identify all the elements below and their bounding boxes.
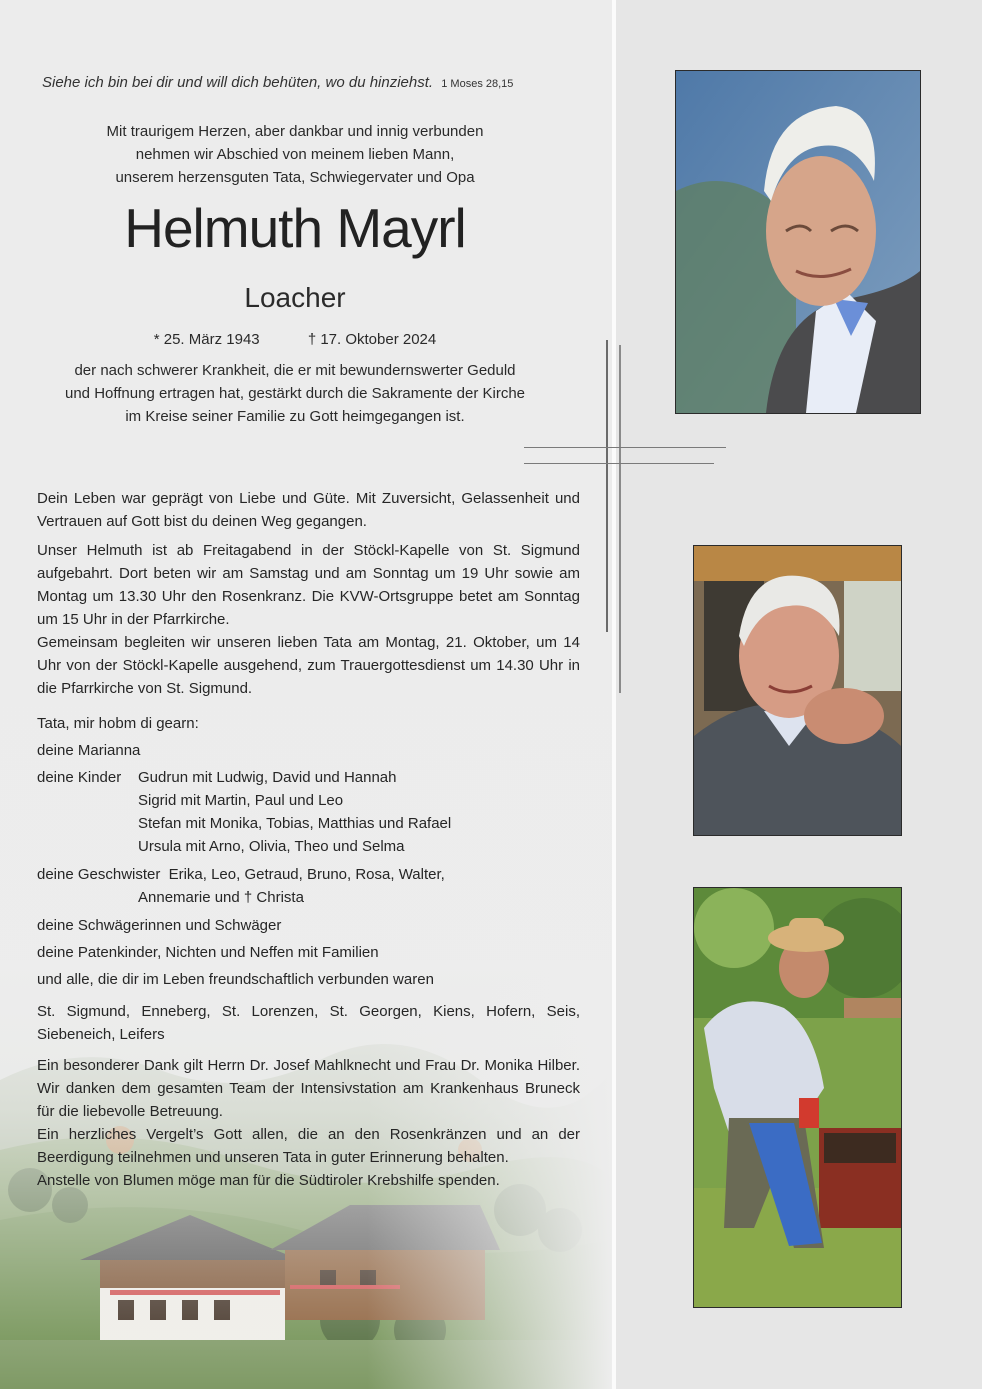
deceased-nickname: Loacher bbox=[244, 282, 346, 313]
intro-line: Mit traurigem Herzen, aber dankbar und innig verbunden bbox=[106, 123, 484, 140]
life-dates bbox=[40, 331, 550, 348]
family-children bbox=[37, 766, 580, 858]
death-date: † 17. Oktober 2024 bbox=[307, 331, 437, 348]
child-line: Ursula mit Arno, Olivia, Theo und Selma bbox=[138, 838, 405, 855]
cross-icon-horizontal-2 bbox=[524, 463, 714, 464]
life-paragraph: Dein Leben war geprägt von Liebe und Güte. Mit Zuversicht, Gelassenheit und Vertrauen auf Gott bist du deinen Weg gegangen. bbox=[37, 490, 580, 530]
intro-line: unserem herzensguten Tata, Schwiegervater und Opa bbox=[115, 169, 475, 186]
family-greeting: Tata, mir hobm di gearn: bbox=[37, 715, 199, 732]
announcement-line: der nach schwerer Krankheit, die er mit bewundernswerter Geduld bbox=[74, 362, 516, 379]
wake-paragraph: Unser Helmuth ist ab Freitagabend in der Stöckl-Kapelle von St. Sigmund aufgebahrt. Dort beten wir am Samstag und am Sonntag um 19 Uhr sowie am Montag um 13.30 Uhr den Rosenkranz. Die KVW-Ortsgruppe betet am Sonntag um 15 Uhr in der Pfarrkirche. bbox=[37, 542, 580, 628]
gardening-photo bbox=[693, 887, 902, 1308]
thanks-doctors: Ein besonderer Dank gilt Herrn Dr. Josef Mahlknecht und Frau Dr. Monika Hilber. Wir danken dem gesamten Team der Intensivstation am Krankenhaus Bruneck für die liebevolle Betreuung. bbox=[37, 1057, 580, 1120]
villages: St. Sigmund, Enneberg, St. Lorenzen, St. Georgen, Kiens, Hofern, Seis, Siebeneich, Leifers bbox=[37, 1003, 580, 1043]
intro-text bbox=[40, 120, 550, 189]
cross-icon-horizontal-1 bbox=[524, 447, 726, 448]
siblings-label: deine Geschwister bbox=[37, 866, 161, 883]
announcement-line: im Kreise seiner Familie zu Gott heimgegangen ist. bbox=[125, 408, 465, 425]
siblings-line: Annemarie und † Christa bbox=[138, 889, 304, 906]
cross-icon-vertical-1 bbox=[606, 340, 608, 632]
verse-reference: 1 Moses 28,15 bbox=[441, 78, 514, 90]
donation-request: Anstelle von Blumen möge man für die Südtiroler Krebshilfe spenden. bbox=[37, 1172, 500, 1189]
family-wife: deine Marianna bbox=[37, 742, 141, 759]
child-line: Sigrid mit Martin, Paul und Leo bbox=[138, 792, 344, 809]
family-siblings bbox=[37, 863, 580, 909]
child-line: Gudrun mit Ludwig, David und Hannah bbox=[138, 769, 397, 786]
portrait-photo bbox=[675, 70, 921, 414]
smiling-man-photo bbox=[693, 545, 902, 836]
thanks-section bbox=[37, 1054, 580, 1192]
children-label: deine Kinder bbox=[37, 769, 122, 786]
intro-line: nehmen wir Abschied von meinem lieben Mann, bbox=[135, 146, 455, 163]
verse-text: Siehe ich bin bei dir und will dich behüten, wo du hinziehst. bbox=[42, 74, 434, 91]
bible-verse bbox=[42, 74, 582, 91]
child-line: Stefan mit Monika, Tobias, Matthias und Rafael bbox=[138, 815, 452, 832]
announcement-line: und Hoffnung ertragen hat, gestärkt durch die Sakramente der Kirche bbox=[65, 385, 525, 402]
deceased-name: Helmuth Mayrl bbox=[124, 197, 466, 259]
death-announcement bbox=[30, 359, 560, 428]
siblings-line: Erika, Leo, Getraud, Bruno, Rosa, Walter, bbox=[168, 866, 445, 883]
family-inlaws: deine Schwägerinnen und Schwäger bbox=[37, 917, 282, 934]
birth-date: * 25. März 1943 bbox=[153, 331, 260, 348]
family-friends: und alle, die dir im Leben freundschaftlich verbunden waren bbox=[37, 971, 434, 988]
cross-icon-vertical-2 bbox=[619, 345, 621, 693]
service-paragraph: Gemeinsam begleiten wir unseren lieben Tata am Montag, 21. Oktober, um 14 Uhr von der Stöckl-Kapelle ausgehend, zum Trauergottesdienst um 14.30 Uhr in die Pfarrkirche von St. Sigmund. bbox=[37, 634, 580, 697]
family-godchildren: deine Patenkinder, Nichten und Neffen mit Familien bbox=[37, 944, 379, 961]
thanks-all: Ein herzliches Vergelt’s Gott allen, die an den Rosenkränzen und an der Beerdigung teilnehmen und unseren Tata in guter Erinnerung behalten. bbox=[37, 1126, 580, 1166]
funeral-details bbox=[37, 487, 580, 706]
